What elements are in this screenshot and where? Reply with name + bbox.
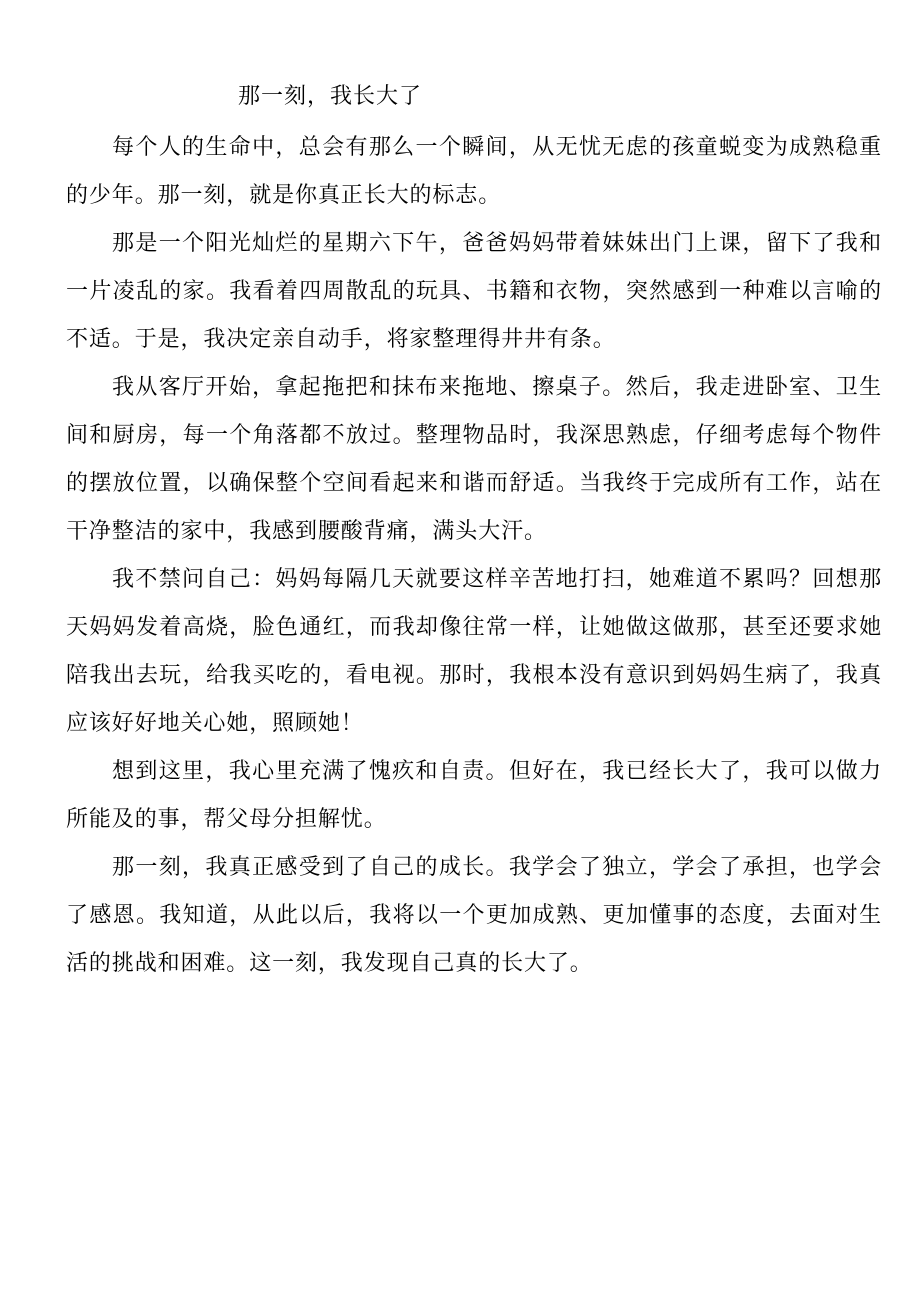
paragraph-4: 我不禁问自己：妈妈每隔几天就要这样辛苦地打扫，她难道不累吗？回想那天妈妈发着高烧，脸色通红，而我却像往常一样，让她做这做那，甚至还要求她陪我出去玩，给我买吃的，看电视。那时，我根本没有意识到妈妈生病了，我真应该好好地关心她，照顾她！ [66,567,882,736]
paragraph-1: 每个人的生命中，总会有那么一个瞬间，从无忧无虑的孩童蜕变为成熟稳重的少年。那一刻，就是你真正长大的标志。 [66,135,882,208]
paragraph-5: 想到这里，我心里充满了愧疚和自责。但好在，我已经长大了，我可以做力所能及的事，帮父母分担解忧。 [66,759,882,832]
paragraph-2: 那是一个阳光灿烂的星期六下午，爸爸妈妈带着妹妹出门上课，留下了我和一片凌乱的家。我看着四周散乱的玩具、书籍和衣物，突然感到一种难以言喻的不适。于是，我决定亲自动手，将家整理得井井有条。 [66,231,882,352]
paragraph-3: 我从客厅开始，拿起拖把和抹布来拖地、擦桌子。然后，我走进卧室、卫生间和厨房，每一个角落都不放过。整理物品时，我深思熟虑，仔细考虑每个物件的摆放位置，以确保整个空间看起来和谐而舒适。当我终于完成所有工作，站在干净整洁的家中，我感到腰酸背痛，满头大汗。 [66,375,882,544]
paragraph-6: 那一刻，我真正感受到了自己的成长。我学会了独立，学会了承担，也学会了感恩。我知道，从此以后，我将以一个更加成熟、更加懂事的态度，去面对生活的挑战和困难。这一刻，我发现自己真的长大了。 [66,855,882,976]
essay-body [66,124,882,988]
essay-title: 那一刻，我长大了 [238,84,423,109]
